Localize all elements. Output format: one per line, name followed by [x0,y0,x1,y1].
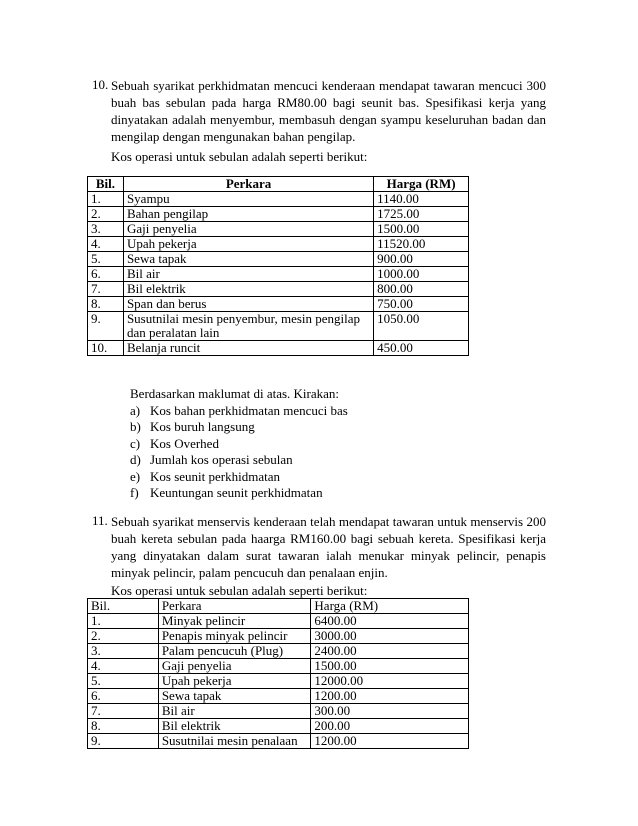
item-price: 800.00 [374,282,469,297]
task-text: Kos Overhed [150,435,219,451]
item-price: 1140.00 [374,192,469,207]
table-row [88,614,469,629]
row-number: 1. [88,192,124,207]
task-letter: d) [130,452,141,467]
table-header-row [88,599,469,614]
item-name: Bil elektrik [158,719,311,734]
task-letter: e) [130,468,141,484]
item-name: Sewa tapak [158,689,311,704]
tasks-intro: Berdasarkan maklumat di atas. Kirakan: [130,386,340,401]
question-10 [92,77,546,145]
column-header: Perkara [158,599,311,614]
task-item [130,419,348,436]
column-header: Bil. [88,177,124,192]
row-number: 4. [88,237,124,252]
task-text: Keuntungan seunit perkhidmatan [150,485,323,500]
question-11 [92,513,546,581]
row-number: 5. [88,252,124,267]
item-price: 1725.00 [374,207,469,222]
column-header: Harga (RM) [374,177,469,192]
item-name: Susutnilai mesin penalaan [158,734,311,749]
item-name: Gaji penyelia [123,222,373,237]
question-11-number: 11. [92,513,108,528]
task-text: Kos bahan perkhidmatan mencuci bas [150,402,348,418]
item-price: 6400.00 [311,614,469,629]
item-name: Palam pencucuh (Plug) [158,644,311,659]
item-price: 3000.00 [311,629,469,644]
row-number: 10. [88,341,124,356]
row-number: 2. [88,629,159,644]
item-price: 12000.00 [311,674,469,689]
table-row [88,719,469,734]
table-row [88,674,469,689]
item-name: Bahan pengilap [123,207,373,222]
item-name: Penapis minyak pelincir [158,629,311,644]
row-number: 6. [88,689,159,704]
task-item [130,403,348,420]
task-letter: c) [130,435,141,451]
table-row [88,734,469,749]
item-name: Bil air [123,267,373,282]
task-list [130,403,348,502]
item-name: Upah pekerja [158,674,311,689]
question-11-intro: Kos operasi untuk sebulan adalah seperti berikut: [111,583,368,598]
task-item [130,469,348,486]
question-10-intro: Kos operasi untuk sebulan adalah seperti berikut: [111,149,368,164]
item-price: 1000.00 [374,267,469,282]
table-row [88,252,469,267]
table-row [88,237,469,252]
item-name: Susutnilai mesin penyembur, mesin pengilap dan peralatan lain [123,312,373,341]
table-row [88,267,469,282]
row-number: 1. [88,614,159,629]
table-row [88,659,469,674]
task-letter: b) [130,419,141,434]
table-row [88,297,469,312]
table-row [88,644,469,659]
cost-table-10 [87,176,469,356]
table-row [88,689,469,704]
task-letter: f) [130,485,139,500]
item-price: 1500.00 [311,659,469,674]
item-name: Belanja runcit [123,341,373,356]
task-letter: a) [130,402,141,418]
row-number: 3. [88,222,124,237]
question-11-text: Sebuah syarikat menservis kenderaan telah mendapat tawaran untuk menservis 200 buah kereta sebulan pada haarga RM160.00 bagi sebuah kereta. Spesifikasi kerja yang dinyatakan dalam surat tawaran ialah menukar minyak pelincir, penapis minyak pelincir, palam pencucuh dan penalaan enjin. [111,514,546,580]
row-number: 7. [88,704,159,719]
column-header: Bil. [88,599,159,614]
table-row [88,341,469,356]
item-price: 1200.00 [311,734,469,749]
row-number: 7. [88,282,124,297]
row-number: 8. [88,719,159,734]
item-price: 300.00 [311,704,469,719]
table-row [88,282,469,297]
item-price: 2400.00 [311,644,469,659]
item-name: Span dan berus [123,297,373,312]
item-name: Syampu [123,192,373,207]
item-name: Bil air [158,704,311,719]
row-number: 4. [88,659,159,674]
column-header: Harga (RM) [311,599,469,614]
row-number: 2. [88,207,124,222]
question-10-text: Sebuah syarikat perkhidmatan mencuci kenderaan mendapat tawaran mencuci 300 buah bas sebulan pada harga RM80.00 bagi seunit bas. Spesifikasi kerja yang dinyatakan adalah menyembur, membasuh dengan syampu keseluruhan badan dan mengilap dengan mengunakan bahan pengilap. [111,78,546,144]
row-number: 9. [88,734,159,749]
item-name: Sewa tapak [123,252,373,267]
row-number: 5. [88,674,159,689]
table-row [88,312,469,341]
row-number: 9. [88,312,124,341]
item-price: 750.00 [374,297,469,312]
question-10-tasks [130,386,348,502]
item-price: 200.00 [311,719,469,734]
column-header: Perkara [123,177,373,192]
item-name: Minyak pelincir [158,614,311,629]
row-number: 8. [88,297,124,312]
cost-table-11 [87,598,469,749]
table-row [88,629,469,644]
question-10-number: 10. [92,77,109,92]
table-row [88,207,469,222]
task-item [130,436,348,453]
item-price: 900.00 [374,252,469,267]
table-row [88,222,469,237]
item-price: 1500.00 [374,222,469,237]
task-item [130,452,348,469]
item-name: Upah pekerja [123,237,373,252]
task-item [130,485,348,502]
item-price: 11520.00 [374,237,469,252]
item-price: 450.00 [374,341,469,356]
item-price: 1200.00 [311,689,469,704]
table-row [88,704,469,719]
row-number: 3. [88,644,159,659]
task-text: Kos seunit perkhidmatan [150,468,280,484]
table-row [88,192,469,207]
item-name: Bil elektrik [123,282,373,297]
item-name: Gaji penyelia [158,659,311,674]
item-price: 1050.00 [374,312,469,341]
task-text: Kos buruh langsung [150,419,255,434]
row-number: 6. [88,267,124,282]
table-header-row [88,177,469,192]
task-text: Jumlah kos operasi sebulan [150,452,293,467]
